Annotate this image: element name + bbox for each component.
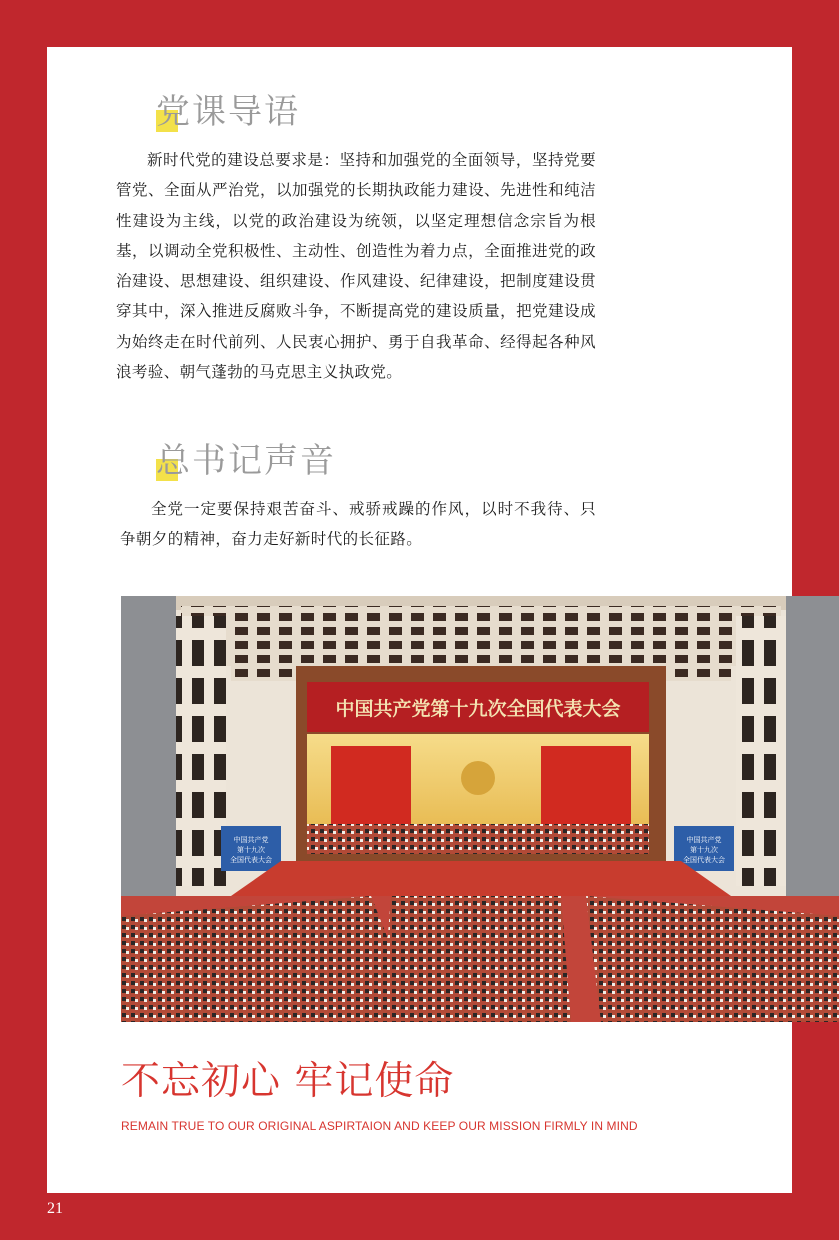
banner-text: 中国共产党第十九次全国代表大会 [335, 698, 621, 720]
slogan-english: REMAIN TRUE TO OUR ORIGINAL ASPIRTAION AND KEEP OUR MISSION FIRMLY IN MIND [121, 1119, 638, 1133]
screen-left-line3: 全国代表大会 [230, 856, 272, 864]
slogan-chinese: 不忘初心 牢记使命 [121, 1059, 455, 1104]
screen-right-line1: 中国共产党 [686, 836, 722, 844]
screen-left-line1: 中国共产党 [233, 836, 269, 844]
screen-right-line3: 全国代表大会 [683, 856, 725, 864]
congress-hall-photo [121, 596, 839, 1022]
section-title-lesson-intro: 党课导语 [156, 92, 300, 132]
lesson-intro-paragraph: 新时代党的建设总要求是：坚持和加强党的全面领导，坚持党要管党、全面从严治党，以加强党的长期执政能力建设、先进性和纯洁性建设为主线，以党的政治建设为统领，以坚定理想信念宗旨为根基，以调动全党积极性、主动性、创造性为着力点，全面推进党的政治建设、思想建设、组织建设、作风建设、纪律建设，把制度建设贯穿其中，深入推进反腐败斗争，不断提高党的建设质量，把党建设成为始终走在时代前列、人民衷心拥护、勇于自我革命、经得起各种风浪考验、朝气蓬勃的马克思主义执政党。 [116, 151, 596, 382]
page-number: 21 [47, 1200, 63, 1217]
section-title-general-secretary-voice: 总书记声音 [156, 441, 336, 481]
screen-left-line2: 第十九次 [237, 846, 265, 854]
general-secretary-quote: 全党一定要保持艰苦奋斗、戒骄戒躁的作风，以时不我待、只争朝夕的精神，奋力走好新时代的长征路。 [120, 500, 596, 549]
screen-right-line2: 第十九次 [690, 846, 718, 854]
